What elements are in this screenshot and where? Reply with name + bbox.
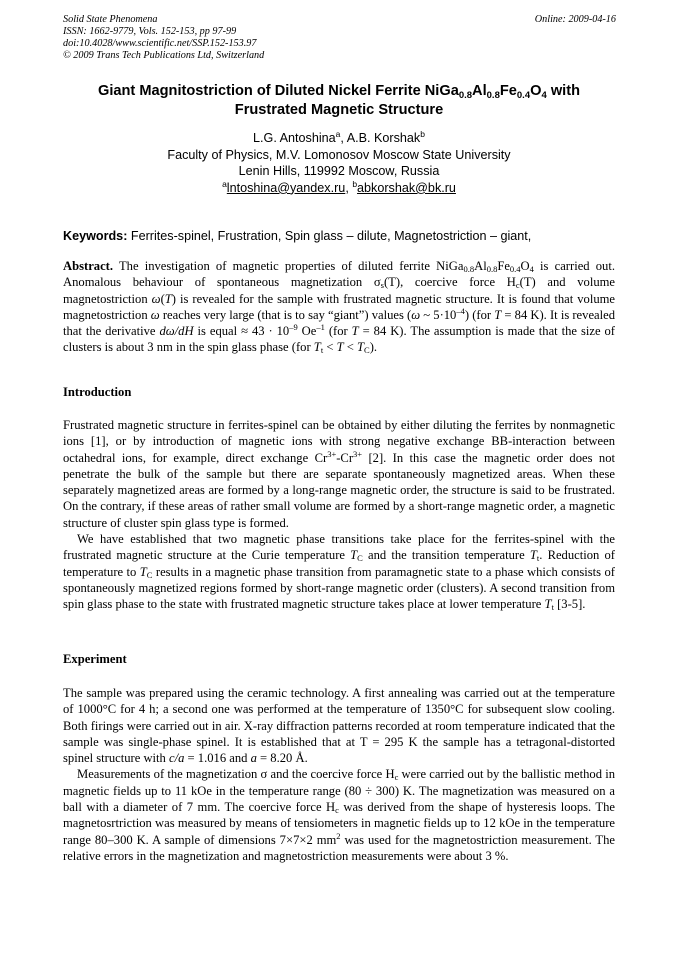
affiliation: Faculty of Physics, M.V. Lomonosov Moscow State University — [167, 147, 511, 162]
copyright-line: © 2009 Trans Tech Publications Ltd, Switzerland — [63, 50, 265, 61]
abstract: Abstract. The investigation of magnetic properties of diluted ferrite $NiGa_{0.8}Al_{0.8}Fe_{0.4}O_4$ is carried out. Anomalous behaviour of spontaneous magnetization $\sigma_s(T)$, coercive force $H_c(T)$ and volume magnetostriction ω(T) is revealed for the sample with frustrated magnetic structure. It is found that volume magnetostriction ω reaches very large (that is to say “giant”) values (ω ~ $5\cdot 10^{-4}$) (for T = 84 K). It is revealed that the derivative dω/dH is equal ≈ $43 \cdot 10^{-9}$ $Oe^{-1}$ (for T = 84 K). The assumption is made that the size of clusters is about 3 nm in the spin glass phase (for $T_t < T < T_C$). — [63, 259, 616, 356]
author-names: L.G. Antoshina$^a$, A.B. Korshak$^b$ — [253, 129, 425, 145]
author-emails: $^a$lntoshina@yandex.ru, $^b$abkorshak@bk.ru — [222, 178, 456, 195]
experiment-paragraph-2: Measurements of the magnetization σ and the coercive force $H_c$ were carried out by the ballistic method in magnetic fields up to 11 kOe in the temperature range (80 ÷ 300) K. The magnetization was measured on a ball with a diameter of 7 mm. The coercive force $H_c$ was derived from the shape of hysteresis loops. The magnetosrtriction was measured by means of tensiometers in magnetic fields up to 12 kOe in the temperature range 80–300 K. A sample of dimensions 7×7×2 $mm^2$ was used for the magnetostriction measurement. The relative errors in the magnetization and magnetostriction measurements were about 3 %. — [63, 767, 616, 863]
introduction-paragraph-2: We have established that two magnetic phase transitions take place for the ferrites-spinel with the frustrated magnetic structure at the Curie temperature $T_C$ and the transition temperature $T_t$. Reduction of temperature to $T_C$ results in a magnetic phase transition from paramagnetic state to a phase which consists of spontaneously magnetized regions formed by short-range magnetic order (clusters). A second transition from spin glass phase to the state with frustrated magnetic structure takes place at lower temperature $T_t$ [3-5]. — [63, 532, 615, 613]
experiment-heading: Experiment — [63, 652, 127, 666]
issn-line: ISSN: 1662-9779, Vols. 152-153, pp 97-99 — [63, 26, 237, 37]
introduction-paragraph-1: Frustrated magnetic structure in ferrites-spinel can be obtained by either diluting the ferrites by nonmagnetic ions [1], or by introduction of magnetic ions with strong negative exchange BB-interaction between octahedral ions, for example, direct exchange $Cr^{3+}-Cr^{3+}$ [2]. In this case the magnetic order does not penetrate the bulk of the sample but there are separate spontaneously magnetized areas. When these separately magnetized areas are formed by a long-range magnetic order, the structure is said to be frustrated. On the contrary, if these areas of rather small volume are formed by a short-range magnetic order, a magnetic structure of cluster spin glass type is formed. — [63, 418, 615, 530]
address: Lenin Hills, 119992 Moscow, Russia — [238, 164, 440, 179]
keywords — [63, 228, 618, 244]
experiment-paragraph-1: The sample was prepared using the ceramic technology. A first annealing was carried out at the temperature of 1000°C for 4 h; a second one was performed at the temperature of 1350°C for subsequent slow cooling. Both firings were carried out in air. X-ray diffraction patterns recorded at room temperature indicated that the sample was single-phase spinel. It is established that at T = 295 K the sample has a tetragonal-distorted spinel structure with c/a = 1.016 and a = 8.20 Å. — [63, 686, 615, 766]
introduction-heading: Introduction — [63, 385, 132, 399]
online-date: Online: 2009-04-16 — [534, 14, 616, 25]
abstract-label: Abstract. — [63, 259, 114, 273]
doi-line: doi:10.4028/www.scientific.net/SSP.152-153.97 — [63, 38, 257, 49]
paper-title: Giant Magnitostriction of Diluted Nickel Ferrite $NiGa_{0.8}Al_{0.8}Fe_{0.4}O_4$ with Frustrated Magnetic Structure — [97, 83, 581, 118]
journal-name: Solid State Phenomena — [63, 14, 158, 25]
journal-header — [63, 14, 616, 62]
experiment-body — [63, 685, 615, 864]
keywords-text: Ferrites-spinel, Frustration, Spin glass – dilute, Magnetostriction – giant, — [127, 229, 532, 243]
keywords-label: Keywords: — [63, 229, 128, 243]
email-link-b[interactable]: abkorshak@bk.ru — [357, 180, 456, 195]
introduction-body — [63, 417, 615, 613]
email-link-a[interactable]: lntoshina@yandex.ru — [226, 180, 346, 195]
author-block — [60, 130, 618, 196]
